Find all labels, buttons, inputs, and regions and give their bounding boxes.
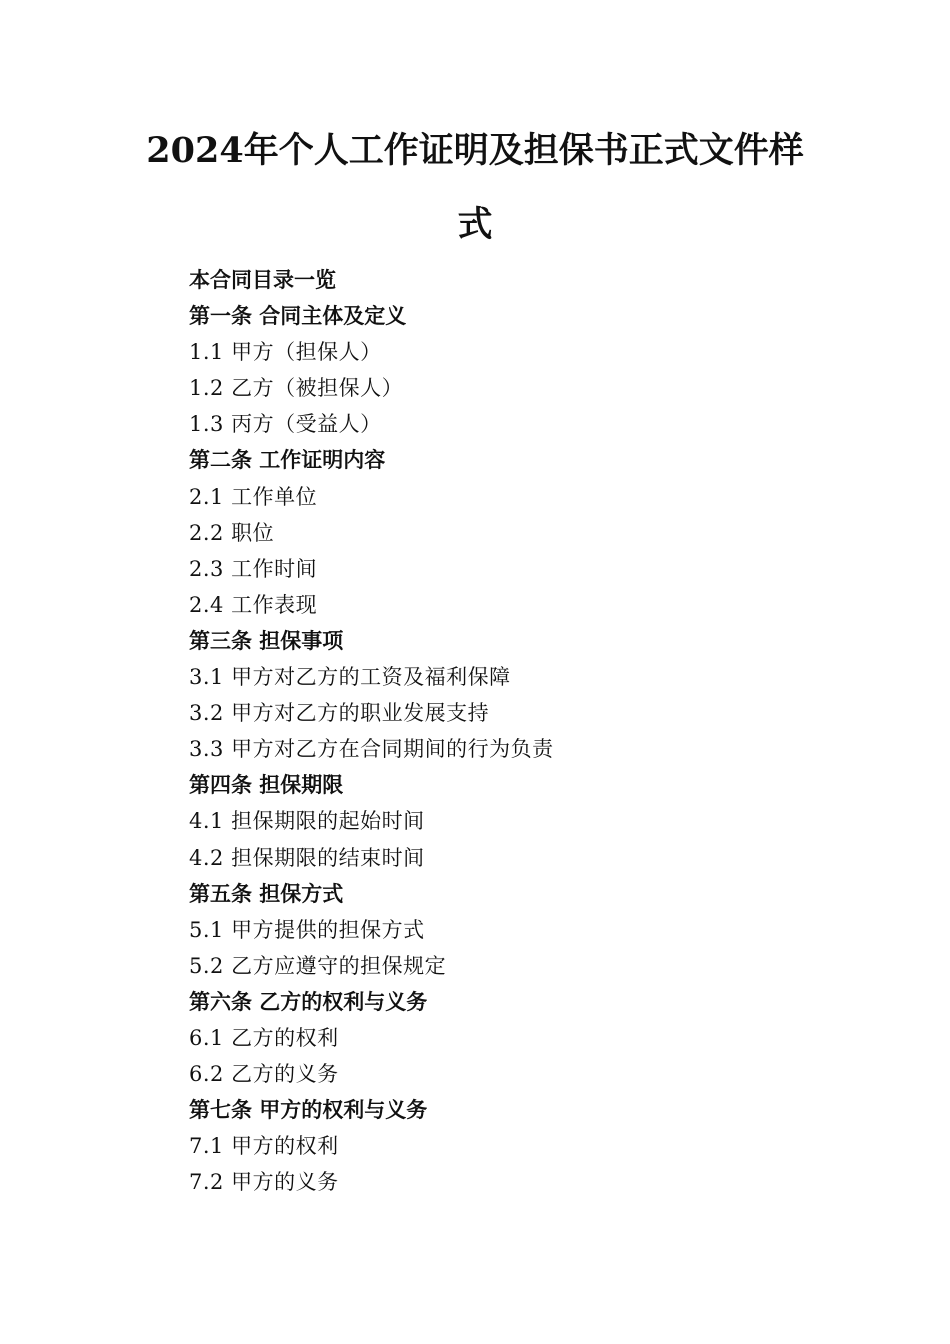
toc-item: 5.2 乙方应遵守的担保规定 [189,953,447,978]
toc-section-heading: 第七条 甲方的权利与义务 [189,1098,428,1123]
toc-item: 3.1 甲方对乙方的工资及福利保障 [189,665,511,690]
toc-item: 5.1 甲方提供的担保方式 [189,917,425,942]
toc-section-heading: 本合同目录一览 [189,268,336,292]
toc-item: 1.1 甲方（担保人） [189,340,382,365]
toc-item: 2.3 工作时间 [189,556,318,581]
toc-item: 4.1 担保期限的起始时间 [189,809,425,834]
toc-item: 3.2 甲方对乙方的职业发展支持 [189,701,490,726]
toc-item: 6.2 乙方的义务 [189,1062,339,1087]
toc-item: 2.2 职位 [189,520,275,545]
toc-section-heading: 第六条 乙方的权利与义务 [189,989,428,1014]
toc-item: 1.2 乙方（被担保人） [189,376,404,401]
toc-section-heading: 第一条 合同主体及定义 [189,304,407,329]
toc-item: 2.1 工作单位 [189,484,318,509]
toc-item: 3.3 甲方对乙方在合同期间的行为负责 [189,737,554,762]
table-of-contents [189,262,869,1200]
toc-section-heading: 第四条 担保期限 [189,773,344,798]
toc-item: 6.1 乙方的权利 [189,1025,339,1050]
toc-item: 1.3 丙方（受益人） [189,412,382,437]
toc-section-heading: 第二条 工作证明内容 [189,448,386,473]
toc-item: 7.2 甲方的义务 [189,1170,339,1195]
toc-section-heading: 第五条 担保方式 [189,881,344,906]
toc-section-heading: 第三条 担保事项 [189,628,344,653]
toc-item: 7.1 甲方的权利 [189,1134,339,1159]
toc-item: 2.4 工作表现 [189,592,318,617]
document-title-line-1: 2024年个人工作证明及担保书正式文件样 [146,130,804,171]
toc-item: 4.2 担保期限的结束时间 [189,845,425,870]
document-title-line-2: 式 [457,204,493,245]
